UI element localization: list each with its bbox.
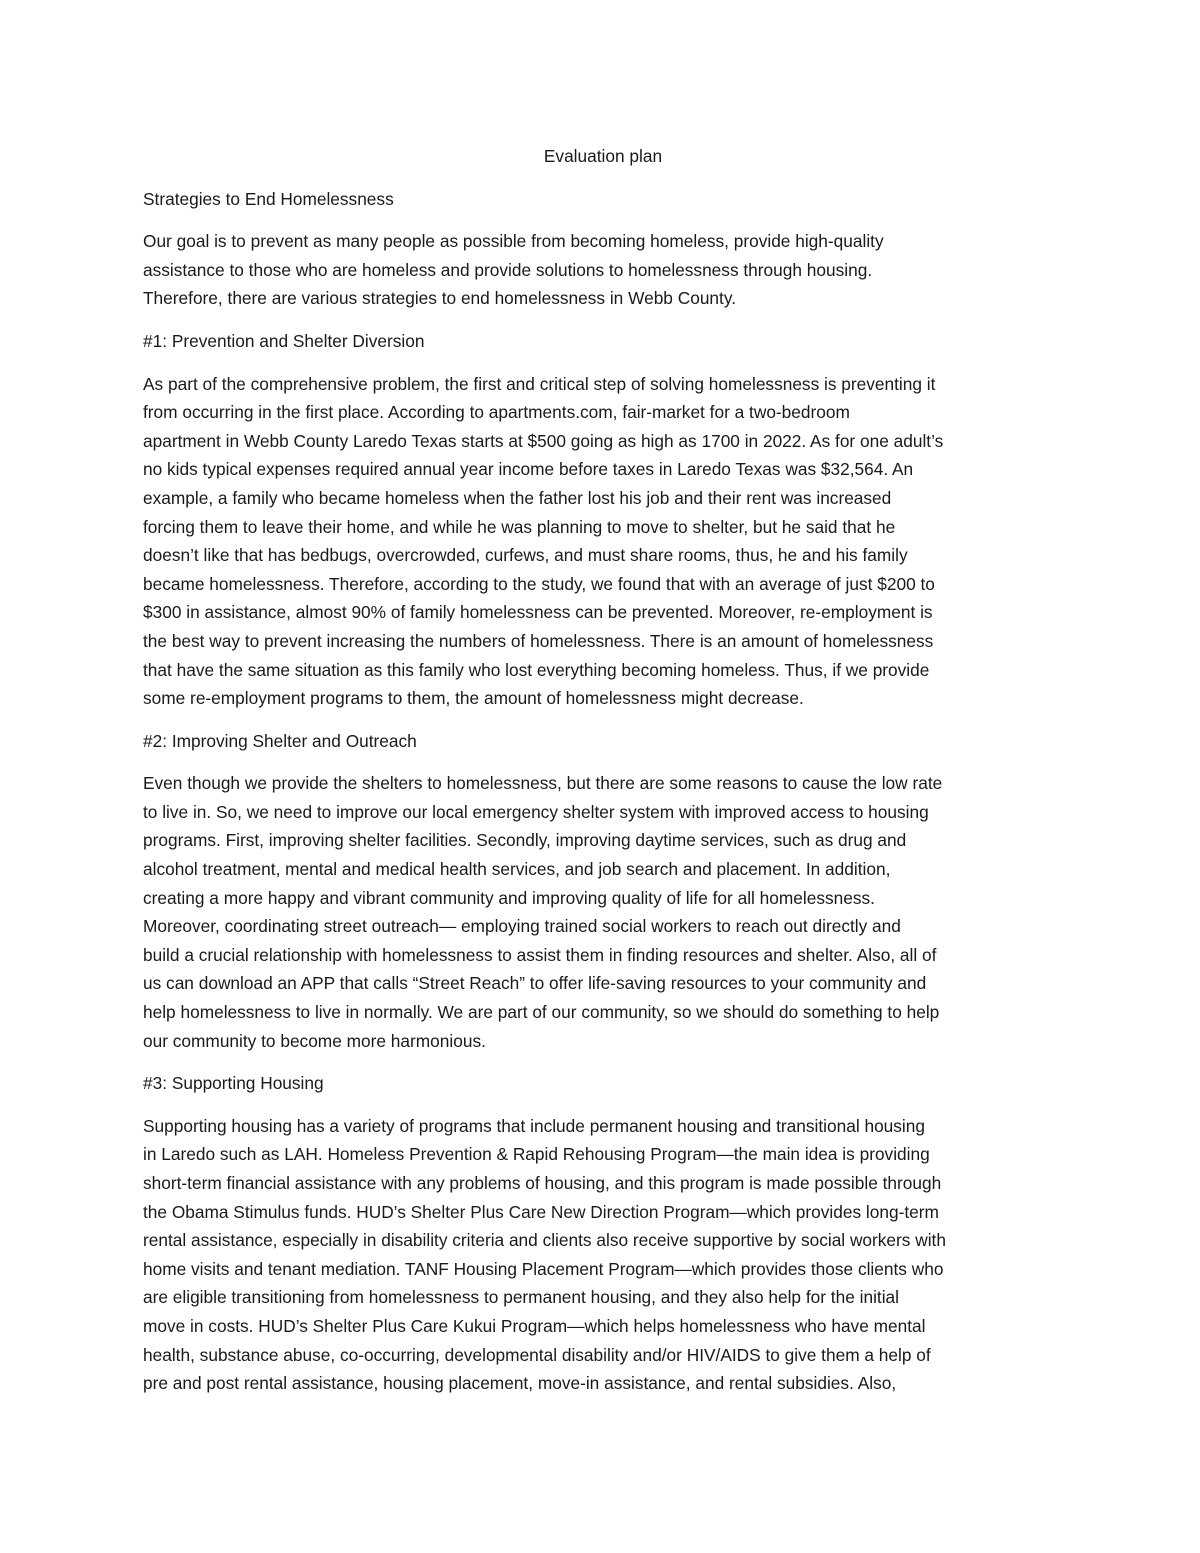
paragraph-line: some re-employment programs to them, the amount of homelessness might decrease.	[143, 688, 804, 709]
section-heading-housing: #3: Supporting Housing	[143, 1073, 324, 1094]
intro-paragraph	[143, 227, 1063, 313]
paragraph-line: Even though we provide the shelters to homelessness, but there are some reasons to cause the low rate	[143, 773, 943, 794]
section-heading-prevention: #1: Prevention and Shelter Diversion	[143, 330, 425, 351]
paragraph-line: Supporting housing has a variety of programs that include permanent housing and transitional housing	[143, 1115, 925, 1136]
paragraph-line: no kids typical expenses required annual year income before taxes in Laredo Texas was $32,564. An	[143, 459, 914, 480]
paragraph-line: rental assistance, especially in disability criteria and clients also receive supportive by social workers with	[143, 1230, 946, 1251]
paragraph-line: build a crucial relationship with homelessness to assist them in finding resources and shelter. Also, all of	[143, 944, 937, 965]
paragraph-line: As part of the comprehensive problem, the first and critical step of solving homelessness is preventing it	[143, 373, 936, 394]
document-title: Evaluation plan	[543, 146, 663, 166]
section-heading-shelter: #2: Improving Shelter and Outreach	[143, 730, 417, 751]
paragraph-line: $300 in assistance, almost 90% of family homelessness can be prevented. Moreover, re-employment is	[143, 602, 933, 623]
document-body	[143, 142, 1063, 1412]
paragraph-line: pre and post rental assistance, housing placement, move-in assistance, and rental subsidies. Also,	[143, 1373, 897, 1394]
paragraph-line: the best way to prevent increasing the numbers of homelessness. There is an amount of homelessness	[143, 630, 934, 651]
paragraph-line: alcohol treatment, mental and medical health services, and job search and placement. In addition,	[143, 859, 891, 880]
paragraph-line: Our goal is to prevent as many people as possible from becoming homeless, provide high-quality	[143, 231, 884, 252]
paragraph-line: Therefore, there are various strategies to end homelessness in Webb County.	[143, 288, 736, 309]
paragraph-line: are eligible transitioning from homelessness to permanent housing, and they also help for the initial	[143, 1287, 900, 1308]
paragraph-line: assistance to those who are homeless and provide solutions to homelessness through housing.	[143, 259, 873, 280]
paragraph-line: that have the same situation as this family who lost everything becoming homeless. Thus, if we provide	[143, 659, 930, 680]
section-paragraph-prevention	[143, 370, 1063, 713]
paragraph-line: help homelessness to live in normally. We are part of our community, so we should do something to help	[143, 1002, 940, 1023]
paragraph-line: programs. First, improving shelter facilities. Secondly, improving daytime services, such as drug and	[143, 830, 907, 851]
paragraph-line: from occurring in the first place. According to apartments.com, fair-market for a two-bedroom	[143, 402, 850, 423]
paragraph-line: our community to become more harmonious.	[143, 1030, 486, 1051]
section-paragraph-shelter	[143, 769, 1063, 1055]
paragraph-line: to live in. So, we need to improve our local emergency shelter system with improved access to housing	[143, 801, 929, 822]
section-paragraph-housing	[143, 1112, 1063, 1398]
paragraph-line: creating a more happy and vibrant community and improving quality of life for all homelessness.	[143, 887, 875, 908]
paragraph-line: short-term financial assistance with any problems of housing, and this program is made possible through	[143, 1173, 942, 1193]
document-subtitle: Strategies to End Homelessness	[143, 188, 394, 209]
paragraph-line: us can download an APP that calls “Street Reach” to offer life-saving resources to your community and	[143, 973, 927, 994]
paragraph-line: health, substance abuse, co-occurring, developmental disability and/or HIV/AIDS to give them a help of	[143, 1344, 931, 1365]
paragraph-line: forcing them to leave their home, and while he was planning to move to shelter, but he said that he	[143, 516, 896, 537]
paragraph-line: apartment in Webb County Laredo Texas starts at $500 going as high as 1700 in 2022. As for one adult’s	[143, 430, 944, 451]
paragraph-line: became homelessness. Therefore, according to the study, we found that with an average of just $200 to	[143, 573, 935, 594]
paragraph-line: doesn’t like that has bedbugs, overcrowded, curfews, and must share rooms, thus, he and his family	[143, 545, 908, 566]
paragraph-line: in Laredo such as LAH. Homeless Prevention & Rapid Rehousing Program—the main idea is providing	[143, 1144, 930, 1165]
paragraph-line: home visits and tenant mediation. TANF Housing Placement Program—which provides those clients who	[143, 1258, 944, 1279]
paragraph-line: example, a family who became homeless when the father lost his job and their rent was increased	[143, 487, 892, 508]
paragraph-line: Moreover, coordinating street outreach— employing trained social workers to reach out directly and	[143, 916, 901, 937]
paragraph-line: the Obama Stimulus funds. HUD’s Shelter Plus Care New Direction Program—which provides long-term	[143, 1201, 939, 1222]
paragraph-line: move in costs. HUD’s Shelter Plus Care Kukui Program—which helps homelessness who have mental	[143, 1315, 926, 1336]
